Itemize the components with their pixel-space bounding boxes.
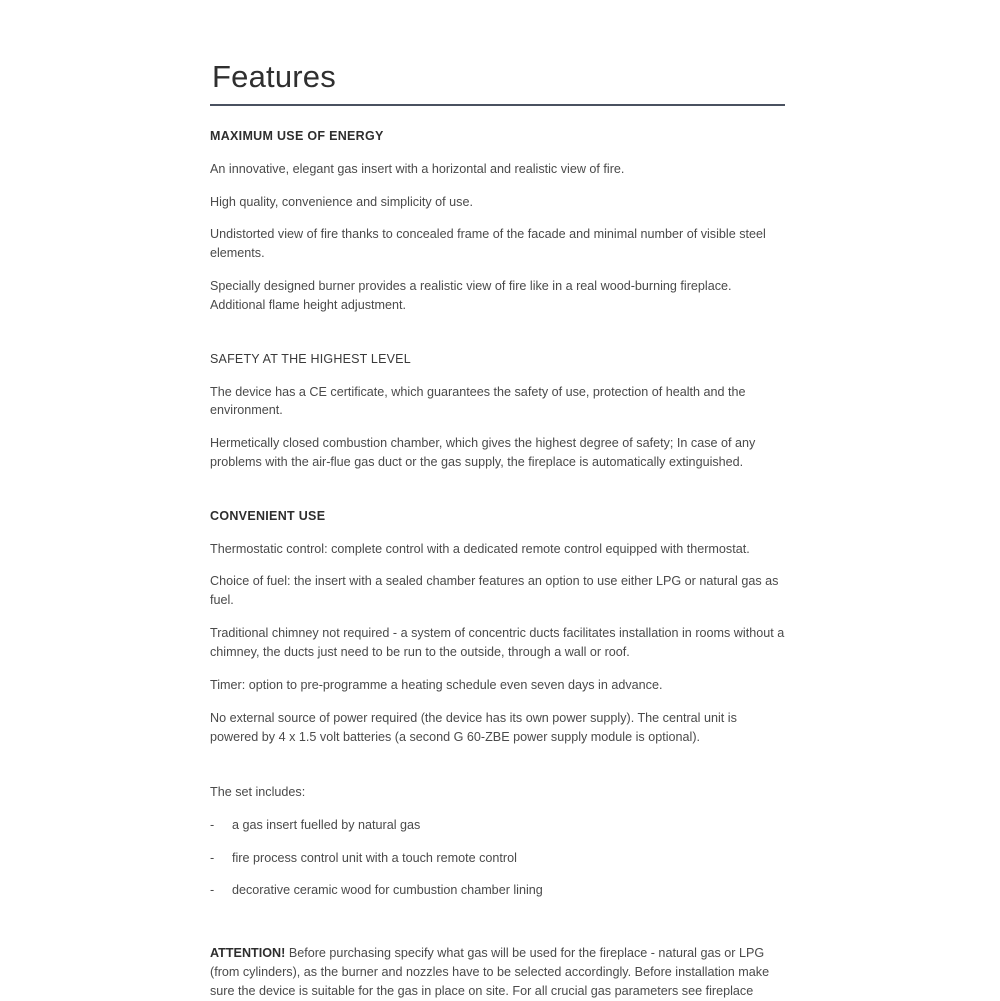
section-spacer	[210, 914, 785, 944]
title-divider	[210, 104, 785, 106]
section-spacer	[210, 486, 785, 508]
section-paragraph: High quality, convenience and simplicity of use.	[210, 194, 473, 209]
attention-label: ATTENTION!	[210, 946, 286, 961]
set-includes-intro: The set includes:	[210, 784, 306, 799]
page-title: Features	[212, 59, 336, 94]
section-spacer	[210, 329, 785, 351]
section-safety-at-the-highest-level	[210, 351, 785, 472]
section-heading: MAXIMUM USE OF ENERGY	[210, 129, 384, 144]
section-heading: SAFETY AT THE HIGHEST LEVEL	[210, 352, 411, 367]
section-paragraph: Timer: option to pre-programme a heating schedule even seven days in advance.	[210, 678, 663, 693]
list-item-label: a gas insert fuelled by natural gas	[232, 817, 421, 832]
section-paragraph: Choice of fuel: the insert with a sealed chamber features an option to use either LPG or natural gas as fuel.	[210, 574, 779, 608]
section-paragraph: Hermetically closed combustion chamber, which gives the highest degree of safety; In case of any problems with the air-flue gas duct or the gas supply, the fireplace is automatically extinguished.	[210, 436, 756, 470]
list-item-label: decorative ceramic wood for cumbustion chamber lining	[232, 883, 543, 898]
section-paragraph: The device has a CE certificate, which guarantees the safety of use, protection of health and the environment.	[210, 384, 746, 418]
set-includes-list	[210, 816, 785, 901]
attention-text: Before purchasing specify what gas will be used for the fireplace - natural gas or LPG (from cylinders), as the burner and nozzles have to be selected accordingly. Before installation make sure the device is suitable for the gas in place on site. For all crucial gas parameters see fireplace	[210, 946, 770, 999]
set-includes-block	[210, 783, 785, 901]
list-item	[210, 816, 785, 835]
bullet-dash: -	[210, 850, 215, 865]
section-paragraph: Undistorted view of fire thanks to concealed frame of the facade and minimal number of visible steel elements.	[210, 227, 766, 261]
bullet-dash: -	[210, 817, 215, 832]
list-item-label: fire process control unit with a touch remote control	[232, 850, 517, 865]
section-spacer	[210, 761, 785, 783]
section-paragraph: Thermostatic control: complete control with a dedicated remote control equipped with thermostat.	[210, 541, 750, 556]
section-paragraph: An innovative, elegant gas insert with a horizontal and realistic view of fire.	[210, 161, 625, 176]
section-heading: CONVENIENT USE	[210, 509, 326, 524]
section-maximum-use-of-energy	[210, 128, 785, 315]
section-paragraph: Traditional chimney not required - a system of concentric ducts facilitates installation in rooms without a chimney, the ducts just need to be run to the outside, through a wall or roof.	[210, 626, 785, 660]
list-item	[210, 849, 785, 868]
attention-notice	[210, 944, 785, 1001]
section-convenient-use	[210, 508, 785, 747]
bullet-dash: -	[210, 883, 215, 898]
list-item	[210, 881, 785, 900]
section-paragraph: Specially designed burner provides a realistic view of fire like in a real wood-burning fireplace. Additional flame height adjustment.	[210, 279, 732, 313]
section-paragraph: No external source of power required (the device has its own power supply). The central unit is powered by 4 x 1.5 volt batteries (a second G 60-ZBE power supply module is optional).	[210, 710, 737, 744]
